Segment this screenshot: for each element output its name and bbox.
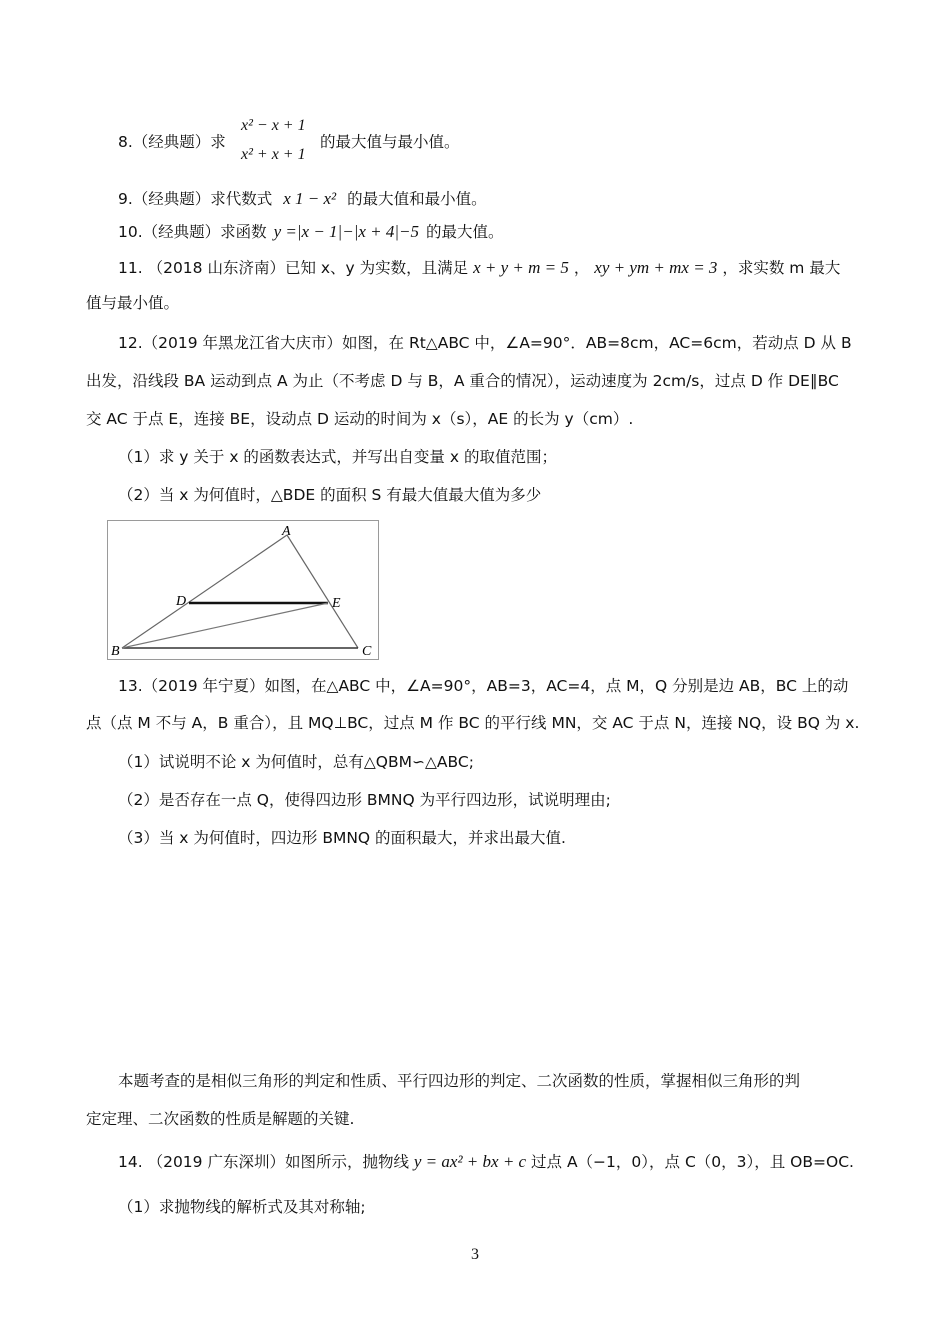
q9-prefix: 9.（经典题）求代数式 <box>118 190 273 208</box>
q13-sub2: （2）是否存在一点 Q，使得四边形 BMNQ 为平行四边形，试说明理由; <box>118 791 611 809</box>
note-line1: 本题考查的是相似三角形的判定和性质、平行四边形的判定、二次函数的性质，掌握相似三角形的判 <box>118 1072 801 1090</box>
q14-suffix: 过点 A（−1，0），点 C（0，3），且 OB=OC. <box>531 1153 854 1171</box>
q11-mid: ， <box>573 259 590 277</box>
q14-expr: y = ax² + bx + c <box>413 1152 527 1171</box>
q12-line2: 出发，沿线段 BA 运动到点 A 为止（不考虑 D 与 B，A 重合的情况），运动速度为 2cm/s，过点 D 作 DE∥BC <box>86 372 839 390</box>
q12-sub1: （1）求 y 关于 x 的函数表达式，并写出自变量 x 的取值范围； <box>118 448 557 466</box>
q12-sub2: （2）当 x 为何值时，△BDE 的面积 S 有最大值最大值为多少 <box>118 486 542 504</box>
q8-numerator: x² − x + 1 <box>241 117 306 134</box>
q13-line1: 13.（2019 年宁夏）如图，在△ABC 中，∠A=90°，AB=3，AC=4，点 M，Q 分别是边 AB，BC 上的动 <box>118 677 849 695</box>
q11-eq1: x + y + m = 5 <box>473 258 569 277</box>
page-number: 3 <box>471 1246 479 1263</box>
q8-prefix: 8.（经典题）求 <box>118 133 226 151</box>
q14-sub1: （1）求抛物线的解析式及其对称轴; <box>118 1198 366 1216</box>
q11-eq2: xy + ym + mx = 3 <box>594 258 718 277</box>
side-ba <box>122 535 287 648</box>
label-d: D <box>176 594 187 609</box>
q11-suffix: ，求实数 m 最大 <box>722 259 841 277</box>
q11-line2: 值与最小值。 <box>86 294 180 312</box>
q10-line <box>118 222 504 242</box>
q10-prefix: 10.（经典题）求函数 <box>118 223 267 241</box>
q9-expr: x 1 − x² <box>283 189 337 208</box>
q14-prefix: 14. （2019 广东深圳）如图所示，抛物线 <box>118 1153 409 1171</box>
label-e: E <box>332 596 341 611</box>
q11-line1 <box>118 258 840 278</box>
label-a: A <box>282 524 291 539</box>
q12-line3: 交 AC 于点 E，连接 BE，设动点 D 运动的时间为 x（s），AE 的长为 y（cm）. <box>86 410 634 428</box>
q12-line1: 12.（2019 年黑龙江省大庆市）如图，在 Rt△ABC 中，∠A=90°．AB=8cm，AC=6cm，若动点 D 从 B <box>118 334 852 352</box>
triangle-figure <box>107 520 379 660</box>
label-c: C <box>362 644 372 659</box>
q8-suffix: 的最大值与最小值。 <box>320 133 460 151</box>
q9-line <box>118 189 487 209</box>
side-ac <box>287 535 358 648</box>
q9-suffix: 的最大值和最小值。 <box>347 190 487 208</box>
q14-line <box>118 1152 854 1172</box>
label-b: B <box>111 644 120 659</box>
q13-sub1: （1）试说明不论 x 为何值时，总有△QBM∽△ABC; <box>118 753 474 771</box>
q11-prefix: 11. （2018 山东济南）已知 x、y 为实数，且满足 <box>118 259 469 277</box>
q13-sub3: （3）当 x 为何值时，四边形 BMNQ 的面积最大，并求出最大值. <box>118 829 566 847</box>
q10-expr: y =|x − 1|−|x + 4|−5 <box>273 222 420 241</box>
triangle-diagram <box>108 521 378 659</box>
q8-denominator: x² + x + 1 <box>241 146 306 163</box>
segment-be <box>122 603 328 648</box>
q10-suffix: 的最大值。 <box>425 223 504 241</box>
note-line2: 定定理、二次函数的性质是解题的关键. <box>86 1110 355 1128</box>
q13-line2: 点（点 M 不与 A，B 重合），且 MQ⊥BC，过点 M 作 BC 的平行线 MN，交 AC 于点 N，连接 NQ，设 BQ 为 x. <box>86 714 860 732</box>
